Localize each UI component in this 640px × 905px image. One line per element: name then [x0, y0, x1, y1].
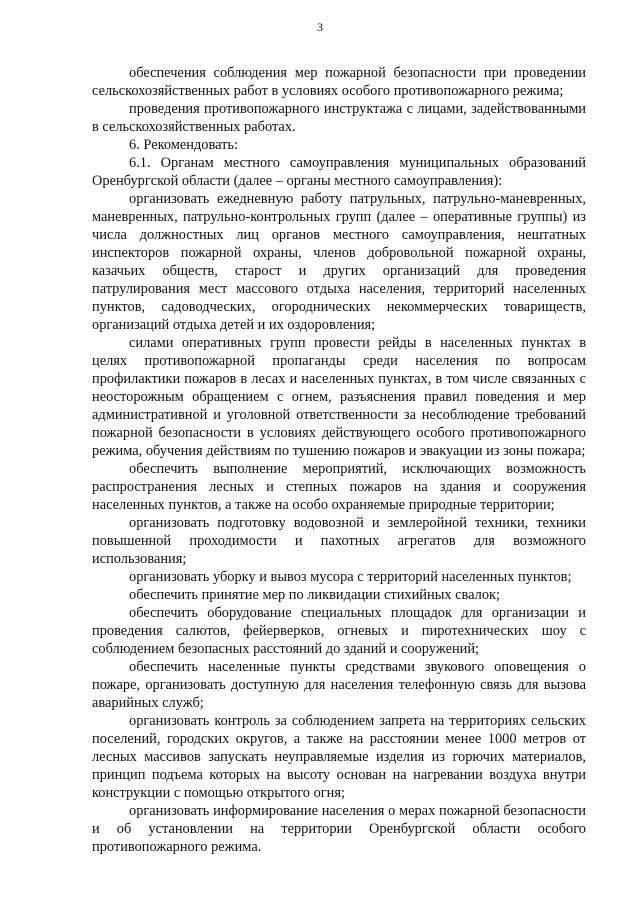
- paragraph-equipment-preparation: организовать подготовку водовозной и землеройной техники, техники повышенной проходимости и пахотных агрегатов для возможного использования;: [92, 515, 586, 567]
- paragraph-warning-systems: обеспечить населенные пункты средствами звукового оповещения о пожаре, организовать доступную для населения телефонную связь для вызова аварийных служб;: [92, 659, 586, 711]
- paragraph-item-6-1: 6.1. Органам местного самоуправления муниципальных образований Оренбургской области (далее – органы местного самоуправления):: [92, 155, 586, 189]
- paragraph-fire-safety-measures: обеспечения соблюдения мер пожарной безопасности при проведении сельскохозяйственных работ в условиях особого противопожарного режима;: [92, 65, 586, 99]
- paragraph-recommend-heading: 6. Рекомендовать:: [129, 137, 238, 153]
- paragraph-garbage-removal: организовать уборку и вывоз мусора с территорий населенных пунктов;: [129, 569, 572, 585]
- paragraph-patrol-groups: организовать ежедневную работу патрульных, патрульно-маневренных, маневренных, патрульно-контрольных групп (далее – оперативные группы) из числа должностных лиц органов местного самоуправления, нештатных инспекторов пожарной охраны, членов добровольной пожарной охраны, казачьих обществ, старост и других организаций для проведения патрулирования мест массового отдыха населения, территорий населенных пунктов, садоводческих, огороднических некоммерческих товариществ, организаций отдыха детей и их оздоровления;: [92, 191, 586, 333]
- paragraph-sky-lantern-ban: организовать контроль за соблюдением запрета на территориях сельских поселений, городских округов, а также на расстоянии менее 1000 метров от лесных массивов запускать неуправляемые изделия из горючих материалов, принцип подъема которых на высоту основан на нагревании воздуха внутри конструкции с помощью открытого огня;: [92, 713, 586, 801]
- paragraph-raids: силами оперативных групп провести рейды в населенных пунктах в целях противопожарной пропаганды среди населения по вопросам профилактики пожаров в лесах и населенных пунктах, в том числе связанных с неосторожным обращением с огнем, разъяснения правил поведения и мер административной и уголовной ответственности за несоблюдение требований пожарной безопасности в условиях действующего особого противопожарного режима, обучения действиям по тушению пожаров и эвакуации из зоны пожара;: [92, 335, 586, 459]
- page-number: 3: [317, 20, 323, 34]
- paragraph-fire-spread-prevention: обеспечить выполнение мероприятий, исключающих возможность распространения лесных и степных пожаров на здания и сооружения населенных пунктов, а также на особо охраняемые природные территории;: [92, 461, 586, 513]
- paragraph-dump-elimination: обеспечить принятие мер по ликвидации стихийных свалок;: [129, 587, 501, 603]
- paragraph-public-information: организовать информирование населения о мерах пожарной безопасности и об установлении на территории Оренбургской области особого противопожарного режима.: [92, 803, 586, 855]
- paragraph-fireworks-sites: обеспечить оборудование специальных площадок для организации и проведения салютов, фейерверков, огневых и пиротехнических шоу с соблюдением безопасных расстояний до зданий и сооружений;: [92, 605, 586, 657]
- paragraph-fire-briefing: проведения противопожарного инструктажа с лицами, задействованными в сельскохозяйственных работах.: [92, 101, 586, 135]
